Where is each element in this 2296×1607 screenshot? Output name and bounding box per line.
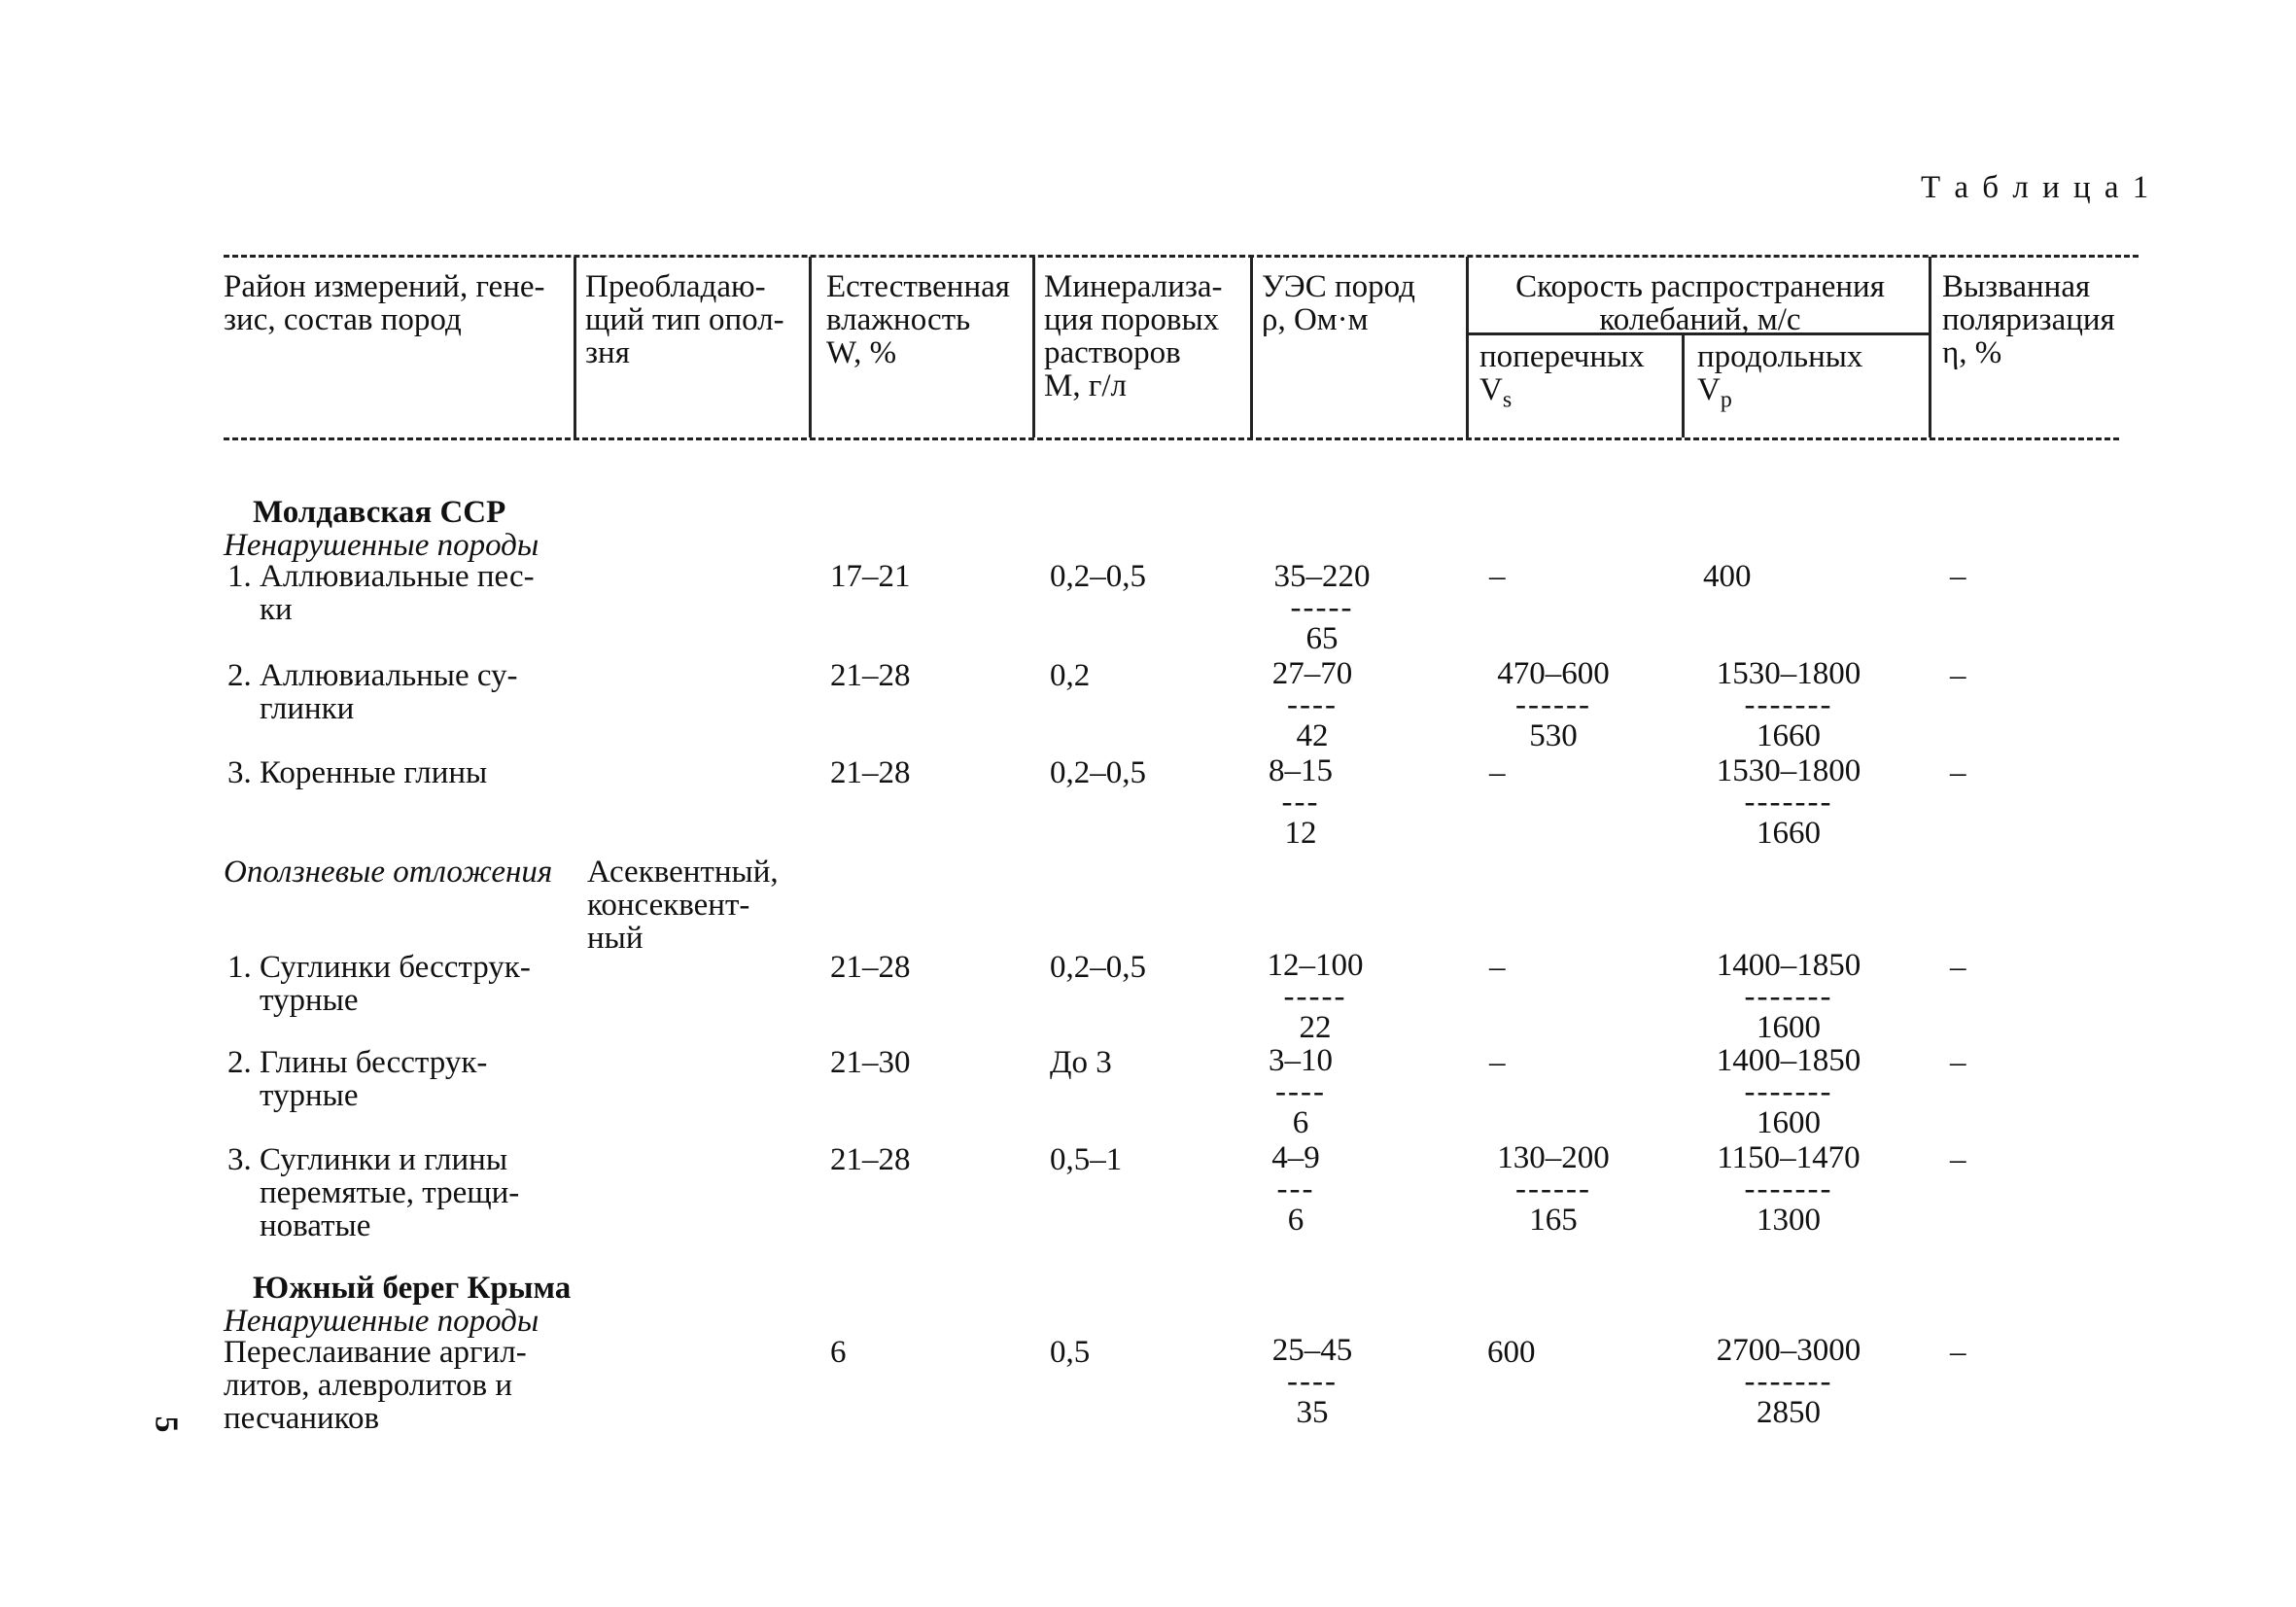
header-vp — [1697, 340, 1862, 417]
vs-mean: 530 — [1529, 718, 1578, 753]
header-vs-subscript: s — [1502, 387, 1513, 413]
row-resistivity — [1262, 754, 1339, 850]
row-mineralization: 0,2 — [1050, 658, 1091, 693]
resistivity-mean: 65 — [1305, 621, 1339, 656]
section-crimea: Южный берег Крыма — [253, 1271, 572, 1306]
row-resistivity — [1264, 560, 1380, 655]
header-landslide-type: Преобладаю- щий тип опол- зня — [585, 269, 784, 370]
row-vs — [1485, 657, 1621, 752]
fraction-bar: --- — [1281, 785, 1320, 820]
row-name: 2. Глины бесструк- турные — [227, 1045, 488, 1113]
resistivity-range: 3–10 — [1269, 1043, 1333, 1078]
row-mineralization: 0,5 — [1050, 1335, 1091, 1370]
fraction-bar: ---- — [1275, 1074, 1326, 1109]
vp-range: 1400–1850 — [1716, 948, 1861, 983]
vs-mean: 165 — [1529, 1203, 1578, 1238]
vp-mean: 1660 — [1757, 718, 1821, 753]
row-name: Переслаивание аргил- литов, алевролитов и песчаников — [224, 1335, 527, 1436]
resistivity-range: 12–100 — [1267, 948, 1364, 983]
resistivity-mean: 6 — [1292, 1105, 1309, 1140]
row-vs: – — [1489, 950, 1506, 985]
header-vs — [1479, 340, 1645, 417]
row-eta: – — [1950, 559, 1966, 594]
vp-range: 1530–1800 — [1716, 656, 1861, 691]
resistivity-mean: 12 — [1284, 816, 1317, 851]
resistivity-range: 27–70 — [1271, 656, 1353, 691]
fraction-bar: ----- — [1283, 979, 1347, 1014]
page-number: 5 — [148, 1415, 185, 1433]
row-vp — [1701, 1334, 1876, 1429]
row-moisture: 21–28 — [830, 1142, 911, 1177]
resistivity-mean: 6 — [1287, 1203, 1305, 1238]
resistivity-range: 8–15 — [1269, 753, 1333, 788]
vp-range: 1530–1800 — [1716, 753, 1861, 788]
row-resistivity — [1264, 657, 1361, 752]
row-resistivity — [1262, 1044, 1339, 1139]
table-title: Т а б л и ц а 1 — [1921, 170, 2152, 205]
row-vs — [1485, 1141, 1621, 1237]
row-vp — [1701, 657, 1876, 752]
header-mineralization: Минерализа- ция поровых растворов М, г/л — [1044, 269, 1223, 403]
landslide-type-value: Асеквентный, консеквент- ный — [587, 855, 779, 956]
row-vs: – — [1489, 755, 1506, 790]
row-resistivity — [1264, 1334, 1361, 1429]
fraction-bar: ------ — [1515, 687, 1591, 722]
fraction-bar: ------- — [1744, 785, 1833, 820]
row-eta: – — [1950, 1335, 1966, 1370]
header-divider-1 — [574, 257, 576, 437]
row-eta: – — [1950, 658, 1966, 693]
resistivity-mean: 42 — [1296, 718, 1329, 753]
header-polarization: Вызванная поляризация η, % — [1942, 269, 2115, 370]
header-moisture: Естественная влажность W, % — [826, 269, 1010, 370]
row-moisture: 6 — [830, 1335, 847, 1370]
row-moisture: 17–21 — [830, 559, 911, 594]
header-vp-label: продольных — [1697, 339, 1863, 374]
fraction-bar: ------ — [1515, 1171, 1591, 1206]
row-mineralization: 0,2–0,5 — [1050, 755, 1146, 790]
header-vp-subscript: p — [1720, 387, 1732, 413]
subsection-undisturbed-1: Ненарушенные породы — [224, 528, 539, 563]
fraction-bar: ------- — [1744, 1171, 1833, 1206]
vp-mean: 1660 — [1757, 816, 1821, 851]
row-name: 2. Аллювиальные су- глинки — [227, 658, 518, 726]
header-resistivity: УЭС пород ρ, Ом·м — [1262, 269, 1415, 337]
row-vs: – — [1489, 1045, 1506, 1080]
fraction-bar: ---- — [1287, 687, 1338, 722]
header-velocity-group: Скорость распространения колебаний, м/с — [1515, 269, 1885, 337]
subsection-landslide: Оползневые отложения — [224, 855, 553, 890]
header-bottom-rule — [224, 437, 2119, 440]
fraction-bar: ------- — [1744, 1074, 1833, 1109]
header-divider-2 — [809, 257, 812, 437]
fraction-bar: --- — [1276, 1171, 1315, 1206]
vp-range: 1400–1850 — [1716, 1043, 1861, 1078]
row-name: 1. Аллювиальные пес- ки — [227, 559, 535, 627]
row-eta: – — [1950, 950, 1966, 985]
row-eta: – — [1950, 1142, 1966, 1177]
row-mineralization: 0,2–0,5 — [1050, 950, 1146, 985]
resistivity-mean: 22 — [1299, 1010, 1332, 1045]
header-divider-4 — [1250, 257, 1253, 437]
row-vp — [1701, 1044, 1876, 1139]
vp-range: 2700–3000 — [1716, 1333, 1861, 1368]
header-vp-symbol: V — [1697, 372, 1721, 407]
row-eta: – — [1950, 1045, 1966, 1080]
resistivity-mean: 35 — [1296, 1395, 1329, 1430]
header-vs-symbol: V — [1479, 372, 1503, 407]
row-vp: 400 — [1703, 559, 1752, 594]
row-name: 3. Суглинки и глины перемятые, трещи- новатые — [227, 1142, 520, 1243]
vp-mean: 1300 — [1757, 1203, 1821, 1238]
header-vs-label: поперечных — [1479, 339, 1645, 374]
header-divider-5 — [1466, 257, 1469, 437]
header-divider-3 — [1032, 257, 1035, 437]
row-mineralization: 0,2–0,5 — [1050, 559, 1146, 594]
header-divider-6 — [1682, 334, 1685, 437]
fraction-bar: ---- — [1287, 1364, 1338, 1399]
resistivity-range: 25–45 — [1271, 1333, 1353, 1368]
header-region: Район измерений, гене- зис, состав пород — [224, 269, 545, 337]
row-mineralization: До 3 — [1050, 1045, 1112, 1080]
fraction-bar: ----- — [1290, 590, 1354, 625]
subsection-undisturbed-2: Ненарушенные породы — [224, 1304, 539, 1339]
vs-range: 130–200 — [1497, 1140, 1610, 1175]
row-resistivity — [1262, 1141, 1330, 1237]
vp-mean: 1600 — [1757, 1105, 1821, 1140]
row-vp — [1701, 754, 1876, 850]
row-moisture: 21–28 — [830, 658, 911, 693]
fraction-bar: ------- — [1744, 687, 1833, 722]
fraction-bar: ------- — [1744, 1364, 1833, 1399]
row-name: 3. Коренные глины — [227, 755, 488, 790]
section-moldova: Молдавская ССР — [253, 495, 506, 530]
row-mineralization: 0,5–1 — [1050, 1142, 1123, 1177]
vs-range: 470–600 — [1497, 656, 1610, 691]
fraction-bar: ------- — [1744, 979, 1833, 1014]
row-vp — [1701, 949, 1876, 1044]
row-vp — [1701, 1141, 1876, 1237]
row-eta: – — [1950, 755, 1966, 790]
resistivity-range: 35–220 — [1273, 559, 1371, 594]
vp-range: 1150–1470 — [1717, 1140, 1861, 1175]
resistivity-range: 4–9 — [1271, 1140, 1320, 1175]
row-moisture: 21–30 — [830, 1045, 911, 1080]
vp-mean: 2850 — [1757, 1395, 1821, 1430]
vp-mean: 1600 — [1757, 1010, 1821, 1045]
row-name: 1. Суглинки бесструк- турные — [227, 950, 531, 1018]
row-moisture: 21–28 — [830, 950, 911, 985]
row-vs: – — [1489, 559, 1506, 594]
row-resistivity — [1262, 949, 1369, 1044]
header-top-rule — [224, 255, 2139, 258]
row-vs: 600 — [1487, 1335, 1536, 1370]
row-moisture: 21–28 — [830, 755, 911, 790]
